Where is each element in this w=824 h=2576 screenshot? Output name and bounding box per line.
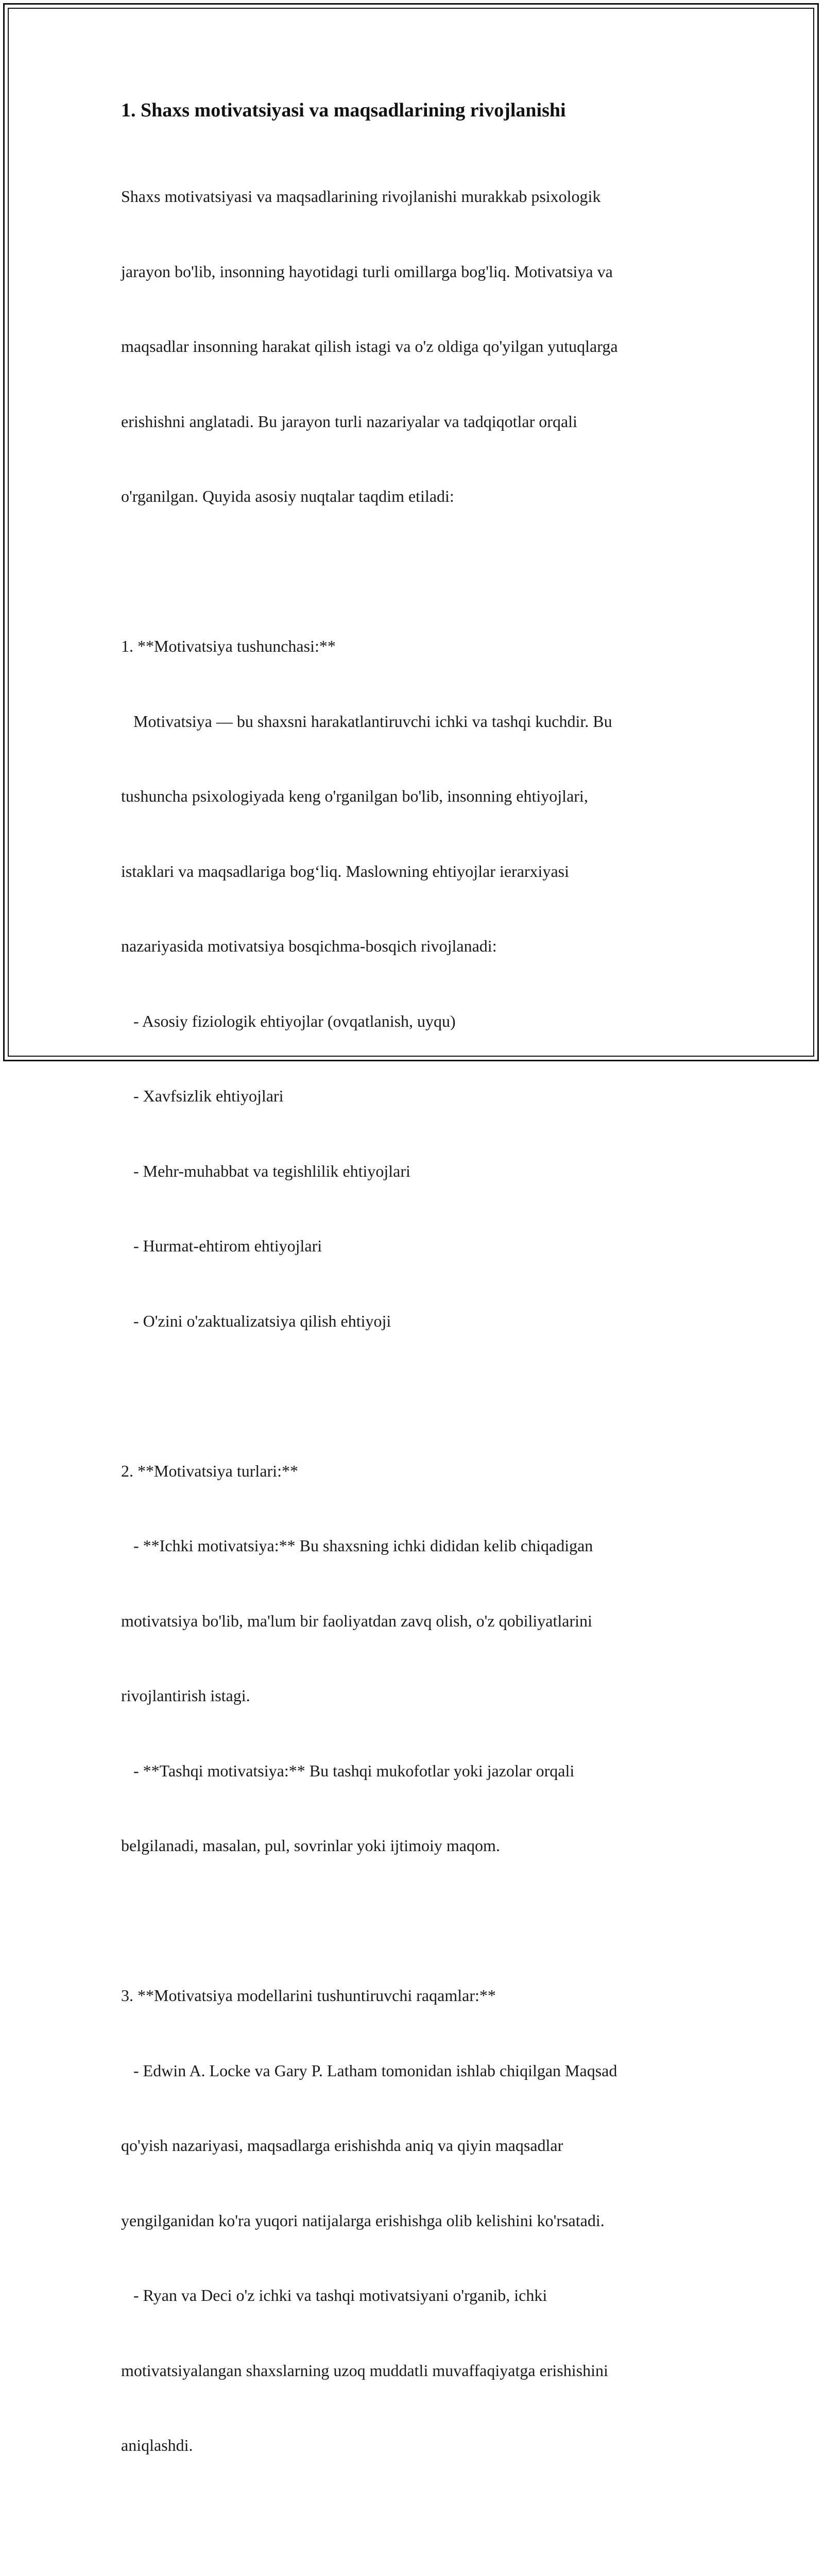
section-heading: 2. **Motivatsiya turlari:** [121,1461,298,1480]
text-line: tushuncha psixologiyada keng o'rganilgan bo'lib, insonning ehtiyojlari, [121,787,588,805]
list-item: - O'zini o'zaktualizatsiya qilish ehtiyoji [121,1311,391,1330]
list-item: - **Ichki motivatsiya:** Bu shaxsning ichki dididan kelib chiqadigan [121,1536,593,1555]
paragraph-spacer [121,1383,713,1409]
text-line: Motivatsiya — bu shaxsni harakatlantiruvchi ichki va tashqi kuchdir. Bu [121,711,612,731]
intro-paragraph [121,134,713,559]
paragraph-spacer [121,559,713,584]
text-line: o'rganilgan. Quyida asosiy nuqtalar taqdim etiladi: [121,487,454,505]
text-line: nazariyasida motivatsiya bosqichma-bosqich rivojlanadi: [121,937,497,955]
list-item: - Xavfsizlik ehtiyojlari [121,1087,284,1105]
list-item: - Ryan va Deci o'z ichki va tashqi motivatsiyani o'rganib, ichki [121,2286,547,2304]
section-motivation-models [121,1933,713,2508]
text-line: istaklari va maqsadlariga bog‘liq. Maslowning ehtiyojlar ierarxiyasi [121,861,569,880]
paragraph-spacer [121,1908,713,1934]
text-line: maqsadlar insonning harakat qilish istagi va o'z oldiga qo'yilgan yutuqlarga [121,337,618,355]
text-line: erishishni anglatadi. Bu jarayon turli nazariyalar va tadqiqotlar orqali [121,412,577,431]
section-goals-effect [121,2533,713,2576]
document-title: 1. Shaxs motivatsiyasi va maqsadlarining rivojlanishi [121,99,566,121]
text-line: Shaxs motivatsiyasi va maqsadlarining rivojlanishi murakkab psixologik [121,187,601,206]
list-item: - Edwin A. Locke va Gary P. Latham tomonidan ishlab chiqilgan Maqsad [121,2061,617,2080]
list-item: - Mehr-muhabbat va tegishlilik ehtiyojlari [121,1161,410,1180]
section-heading: 3. **Motivatsiya modellarini tushuntiruvchi raqamlar:** [121,1986,496,2005]
paragraph-spacer [121,2508,713,2533]
text-line: motivatsiya bo'lib, ma'lum bir faoliyatdan zavq olish, o'z qobiliyatlarini [121,1611,592,1630]
list-item: - Hurmat-ehtirom ehtiyojlari [121,1236,322,1255]
text-line: jarayon bo'lib, insonning hayotidagi turli omillarga bog'liq. Motivatsiya va [121,262,613,281]
document-body [121,96,713,2576]
section-heading: 1. **Motivatsiya tushunchasi:** [121,637,336,655]
section-motivation-types [121,1409,713,1908]
section-motivation-concept [121,584,713,1383]
text-line: motivatsiyalangan shaxslarning uzoq muddatli muvaffaqiyatga erishishini [121,2361,608,2380]
text-line: rivojlantirish istagi. [121,1686,250,1705]
text-line: qo'yish nazariyasi, maqsadlarga erishishda aniq va qiyin maqsadlar [121,2136,563,2155]
text-line: belgilanadi, masalan, pul, sovrinlar yoki ijtimoiy maqom. [121,1836,500,1855]
list-item: - **Tashqi motivatsiya:** Bu tashqi mukofotlar yoki jazolar orqali [121,1761,575,1780]
text-line: aniqlashdi. [121,2436,193,2454]
text-line: yengilganidan ko'ra yuqori natijalarga erishishga olib kelishini ko'rsatadi. [121,2211,605,2230]
list-item: - Asosiy fiziologik ehtiyojlar (ovqatlanish, uyqu) [121,1011,456,1030]
